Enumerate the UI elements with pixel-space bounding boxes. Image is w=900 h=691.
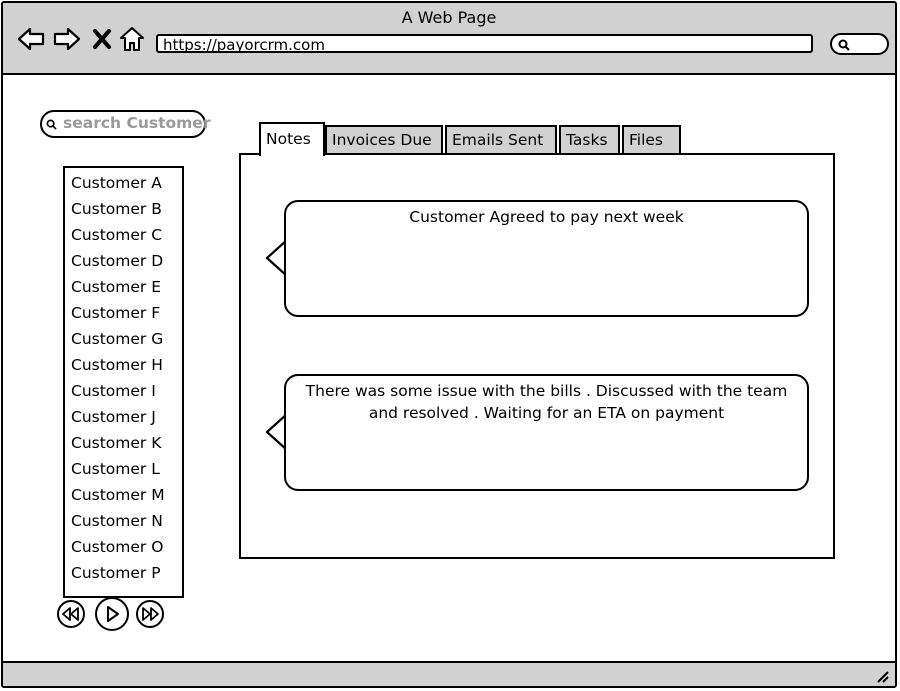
customer-search-input[interactable] xyxy=(40,110,211,138)
browser-window xyxy=(1,1,897,688)
address-text: https://payorcrm.com xyxy=(163,36,325,54)
list-item[interactable]: Customer D xyxy=(71,252,164,270)
note-card xyxy=(284,374,809,491)
tab-tasks[interactable] xyxy=(559,125,620,153)
play-icon xyxy=(94,596,130,632)
tab-emails-sent[interactable] xyxy=(445,125,557,153)
list-item[interactable]: Customer H xyxy=(71,356,163,374)
title-bar xyxy=(3,3,895,75)
tab-files[interactable] xyxy=(622,125,681,153)
list-item[interactable]: Customer J xyxy=(71,408,156,426)
fast-forward-button[interactable] xyxy=(135,599,165,629)
list-item[interactable]: Customer O xyxy=(71,538,164,556)
tab-label: Tasks xyxy=(566,131,608,149)
play-button[interactable] xyxy=(94,596,130,632)
note-card xyxy=(284,200,809,317)
list-item[interactable]: Customer P xyxy=(71,564,161,582)
customer-search-placeholder: search Customer xyxy=(63,114,211,132)
list-item[interactable]: Customer A xyxy=(71,174,162,192)
list-item[interactable]: Customer E xyxy=(71,278,162,296)
rewind-icon xyxy=(56,599,86,629)
list-item[interactable]: Customer G xyxy=(71,330,164,348)
browser-search-button[interactable] xyxy=(830,33,889,55)
customer-list xyxy=(63,166,184,598)
tab-label: Invoices Due xyxy=(332,131,432,149)
tab-label: Notes xyxy=(266,130,311,148)
list-item[interactable]: Customer N xyxy=(71,512,163,530)
close-icon[interactable] xyxy=(91,25,113,53)
arrow-right-icon[interactable] xyxy=(53,25,81,53)
tab-label: Files xyxy=(629,131,664,149)
home-icon[interactable] xyxy=(119,25,145,53)
note-text: There was some issue with the bills . Discussed with the team and resolved . Waiting for an ETA on payment xyxy=(305,382,788,422)
list-item[interactable]: Customer L xyxy=(71,460,160,478)
status-bar xyxy=(3,661,895,686)
note-text: Customer Agreed to pay next week xyxy=(409,208,684,226)
tab-label: Emails Sent xyxy=(452,131,544,149)
tab-invoices-due[interactable] xyxy=(325,125,443,153)
window-title: A Web Page xyxy=(401,8,497,27)
search-icon xyxy=(46,119,57,130)
search-icon xyxy=(838,39,850,51)
rewind-button[interactable] xyxy=(56,599,86,629)
fast-forward-icon xyxy=(135,599,165,629)
list-item[interactable]: Customer F xyxy=(71,304,161,322)
list-item[interactable]: Customer M xyxy=(71,486,165,504)
list-item[interactable]: Customer C xyxy=(71,226,163,244)
list-item[interactable]: Customer K xyxy=(71,434,162,452)
list-item[interactable]: Customer B xyxy=(71,200,162,218)
arrow-left-icon[interactable] xyxy=(17,25,45,53)
tab-notes[interactable] xyxy=(259,122,325,156)
list-item[interactable]: Customer I xyxy=(71,382,156,400)
resize-grip-icon[interactable] xyxy=(875,669,889,683)
address-bar[interactable] xyxy=(156,34,813,53)
